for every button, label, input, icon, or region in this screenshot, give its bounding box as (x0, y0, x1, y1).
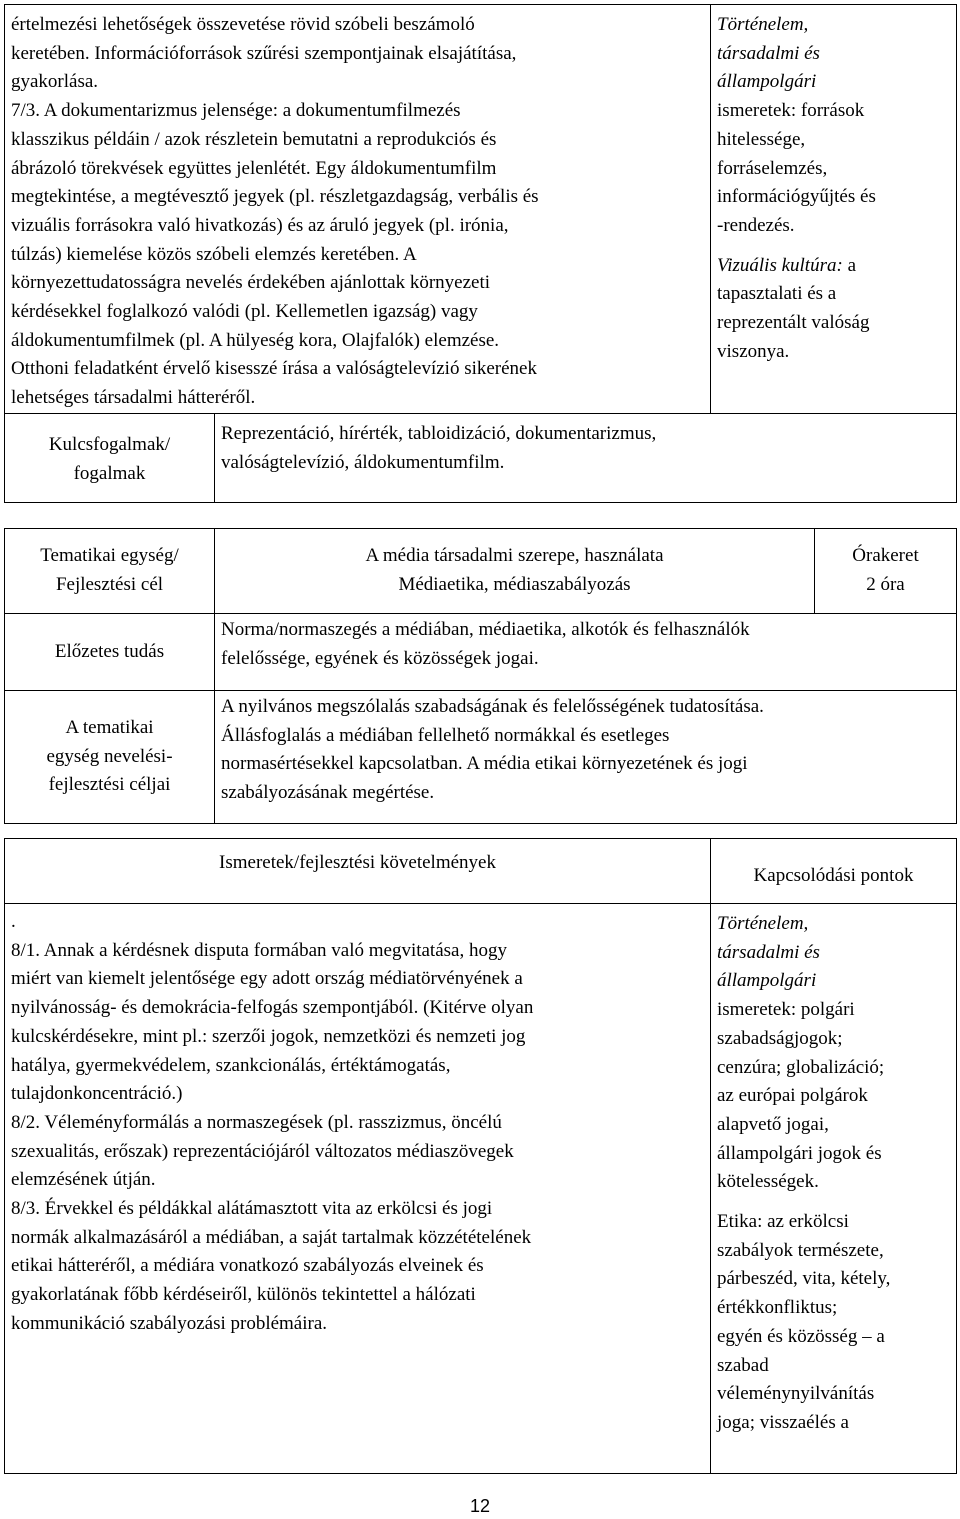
text-line: joga; visszaélés a (717, 1411, 849, 1433)
unit-title: A média társadalmi szerepe, használata (365, 545, 664, 567)
text-line: . (11, 911, 16, 932)
text-line: lehetséges társadalmi hátteréről. (11, 387, 256, 409)
text-line: szabályok természete, (717, 1239, 884, 1261)
subject-name: Történelem, (717, 14, 809, 35)
text-line: felelőssége, egyének és közösségek jogai. (221, 647, 539, 669)
header-text: Kapcsolódási pontok (753, 864, 914, 886)
text-line: gyakorlatának főbb kérdéseiről, különös tekintettel a hálózati (11, 1284, 476, 1306)
text-line: A nyilvános megszólalás szabadságának és felelősségének tudatosítása. (221, 696, 764, 717)
text-line: értékkonfliktus; (717, 1297, 838, 1319)
requirements-continuation-cell (5, 5, 711, 414)
text-line: 8/2. Véleményformálás a normaszegések (pl. rasszizmus, öncélú (11, 1111, 502, 1133)
text-line: ismeretek: források (717, 100, 865, 122)
text-line: Állásfoglalás a médiában fellelhető normákkal és esetleges (221, 724, 670, 746)
hours-value: 2 óra (866, 574, 905, 595)
text-line: kötelességek. (717, 1171, 819, 1193)
text-line: normák alkalmazásáról a médiában, a saját tartalmak közzétételének (11, 1226, 532, 1248)
label-line: egység nevelési- (46, 745, 173, 767)
unit-subtitle: Médiaetika, médiaszabályozás (398, 574, 631, 595)
text-line: egyén és közösség – a (717, 1325, 885, 1347)
text-line: cenzúra; globalizáció; (717, 1056, 885, 1078)
spacer (717, 241, 950, 252)
label-line: Fejlesztési cél (55, 574, 164, 595)
text-line: gyakorlása. (11, 71, 99, 93)
subject-name: állampolgári (717, 970, 817, 992)
connection-points-cell (711, 5, 957, 414)
hours-label: Órakeret (852, 545, 919, 567)
text-fragment: a (842, 254, 856, 276)
key-concepts-cell (215, 413, 957, 502)
text-line: szabályozásának megértése. (221, 782, 435, 804)
text-line: nyilvánosság- és demokrácia-felfogás szempontjából. (Kitérve olyan (11, 997, 534, 1019)
subject-name: társadalmi és (717, 42, 820, 64)
text-line: szabadságjogok; (717, 1027, 843, 1049)
text-line: miért van kiemelt jelentősége egy adott ország médiatörvényének a (11, 968, 523, 990)
label-line: Előzetes tudás (54, 640, 165, 662)
unit-label-cell (5, 529, 215, 614)
prior-knowledge-label (5, 614, 215, 691)
text-line: véleménynyilvánítás (717, 1383, 875, 1405)
text-line: kérdésekkel foglalkozó valódi (pl. Kellemetlen igazság) vagy (11, 301, 478, 323)
continuation-table (4, 4, 957, 503)
page-number: 12 (469, 1496, 491, 1516)
text-line: tulajdonkoncentráció.) (11, 1083, 183, 1105)
requirements-header (5, 839, 711, 904)
text-line: 8/1. Annak a kérdésnek disputa formában való megvitatása, hogy (11, 939, 507, 961)
text-line: hitelessége, (717, 128, 806, 150)
text-line: alapvető jogai, (717, 1113, 829, 1135)
text-line: állampolgári jogok és (717, 1142, 882, 1164)
text-line: megtekintése, a megtévesztő jegyek (pl. részletgazdagság, verbális és (11, 186, 539, 208)
text-line: értelmezési lehetőségek összevetése rövid szóbeli beszámoló (11, 14, 475, 35)
text-line: keretében. Információforrások szűrési szempontjainak elsajátítása, (11, 42, 517, 64)
text-line: 7/3. A dokumentarizmus jelensége: a dokumentumfilmezés (11, 100, 461, 122)
text-line: Otthoni feladatként érvelő kisesszé írása a valóságtelevízió sikerének (11, 358, 537, 380)
subject-name: állampolgári (717, 71, 817, 93)
text-line: túlzás) kiemelése közös szóbeli elemzés keretében. A (11, 243, 417, 265)
text-line: valóságtelevízió, áldokumentumfilm. (221, 451, 505, 473)
text-line: az európai polgárok (717, 1085, 868, 1107)
text-line: viszonya. (717, 340, 790, 362)
text-line: párbeszéd, vita, kétely, (717, 1268, 891, 1290)
prior-knowledge-cell (215, 614, 957, 691)
text-line: környezettudatosságra nevelés érdekében ajánlottak környezeti (11, 272, 491, 294)
goals-cell (215, 691, 957, 824)
key-concepts-label (5, 413, 215, 502)
text-line: Reprezentáció, hírérték, tabloidizáció, dokumentarizmus, (221, 422, 657, 444)
text-line: szexualitás, erőszak) reprezentációjáról változatos médiaszövegek (11, 1140, 514, 1162)
text-line: forráselemzés, (717, 157, 828, 179)
header-text: Ismeretek/fejlesztési követelmények (219, 852, 496, 873)
connections-header (711, 839, 957, 904)
text-line: etikai hátteréről, a médiára vonatkozó szabályozás elveinek és (11, 1255, 484, 1277)
text-line: tapasztalati és a (717, 283, 837, 305)
text-line: 8/3. Érvekkel és példákkal alátámasztott vita az erkölcsi és jogi (11, 1198, 493, 1220)
label-line: Tematikai egység/ (40, 545, 179, 567)
text-line: Etika: az erkölcsi (717, 1211, 849, 1233)
label-line: fogalmak (73, 462, 146, 484)
text-line: szabad (717, 1354, 769, 1376)
subject-name: Vizuális kultúra: (717, 254, 843, 276)
goals-label (5, 691, 215, 824)
text-line: kulcskérdésekre, mint pl.: szerzői jogok, nemzetközi és nemzeti jog (11, 1025, 526, 1047)
unit-table (4, 528, 957, 824)
subject-name: társadalmi és (717, 941, 820, 963)
label-line: Kulcsfogalmak/ (48, 434, 171, 456)
spacer (717, 1197, 950, 1208)
text-line: -rendezés. (717, 214, 795, 236)
text-line: információgyűjtés és (717, 186, 876, 208)
requirements-cell (5, 904, 711, 1474)
connections-cell (711, 904, 957, 1474)
label-line: fejlesztési céljai (48, 774, 171, 796)
text-line: normasértésekkel kapcsolatban. A média etikai környezetének és jogi (221, 753, 748, 775)
text-line: ábrázoló törekvések együttes jelenlétét. Egy áldokumentumfilm (11, 157, 497, 179)
text-line: ismeretek: polgári (717, 999, 855, 1021)
text-line: vizuális forrásokra való hivatkozás) és az áruló jegyek (pl. irónia, (11, 214, 509, 236)
label-line: A tematikai (65, 716, 154, 738)
text-line: áldokumentumfilmek (pl. A hülyeség kora, Olajfalók) elemzése. (11, 329, 500, 351)
text-line: hatálya, gyermekvédelem, szankcionálás, értéktámogatás, (11, 1054, 451, 1076)
text-line: elemzésének útján. (11, 1169, 156, 1191)
text-line: Norma/normaszegés a médiában, médiaetika, alkotók és felhasználók (221, 619, 750, 640)
hours-cell (815, 529, 957, 614)
unit-title-cell (215, 529, 815, 614)
requirements-table (4, 838, 957, 1474)
text-line: reprezentált valóság (717, 312, 870, 334)
text-line: kommunikáció szabályozási problémáira. (11, 1312, 328, 1334)
subject-name: Történelem, (717, 913, 809, 934)
text-line (717, 252, 950, 281)
text-line: klasszikus példáin / azok részletein bemutatni a reprodukciós és (11, 128, 497, 150)
